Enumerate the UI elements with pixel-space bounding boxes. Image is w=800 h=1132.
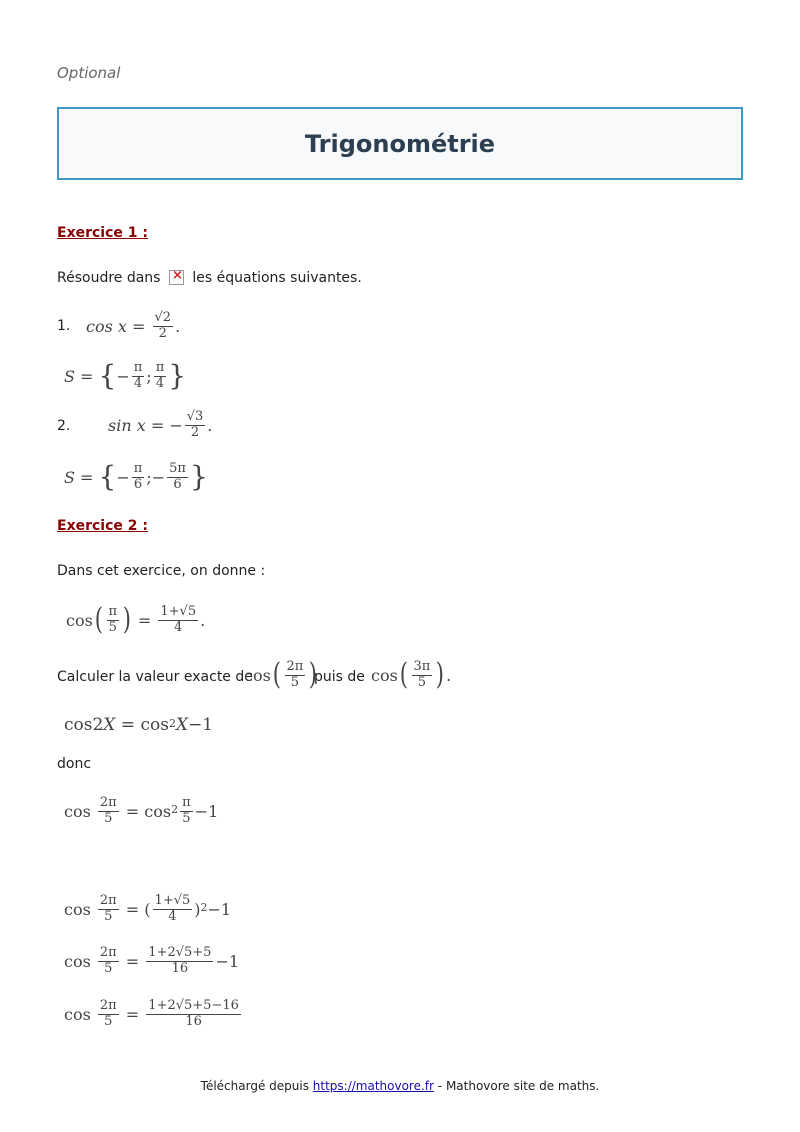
step-4-equation: cos $\frac{2\pi}{5}$ = $\frac{1+2√5+5-16}{16}$: [64, 998, 239, 1029]
equation-sin-x: sin x = − $\frac{√3}{2}$ .: [108, 409, 213, 440]
exercise-2-intro: Dans cet exercice, on donne :: [57, 563, 266, 579]
exercise-2-heading: Exercice 2 :: [57, 518, 148, 534]
question-1-number: 1.: [57, 318, 71, 334]
intro-text-after: les équations suivantes.: [192, 270, 362, 286]
title-box: [57, 107, 743, 180]
solution-set-2: S = { − $\frac{\pi}{6}$ ;− $\frac{5\pi}{6}$ }: [64, 460, 208, 494]
step-2-equation: cos $\frac{2\pi}{5}$ = ( $\frac{1+√5}{4}$ ) 2 −1: [64, 893, 232, 924]
donc-text: donc: [57, 756, 92, 772]
intro-text-before: Résoudre dans: [57, 270, 161, 286]
question-2-number: 2.: [57, 418, 71, 434]
given-cos-pi-5: cos ( $\frac{\pi}{5}$ ) = $\frac{1+√5}{4}$ .: [66, 602, 206, 638]
footer-link[interactable]: https://mathovore.fr: [312, 1079, 434, 1093]
solution-set-1: S = { − $\frac{\pi}{4}$ ; $\frac{\pi}{4}$ }: [64, 359, 187, 393]
exercise-1-heading: Exercice 1 :: [57, 225, 148, 241]
footer-text-before: Téléchargé depuis: [200, 1079, 309, 1093]
optional-label: Optional: [57, 64, 121, 82]
calc-text-middle: puis de: [314, 669, 365, 685]
footer-text-after: - Mathovore site de maths.: [437, 1079, 600, 1093]
identity-cos-2x: cos2 X = cos 2 X −1: [64, 715, 214, 735]
expr-cos-3pi-5: cos ( $\frac{3\pi}{5}$ ) .: [371, 657, 452, 693]
broken-image-icon: [169, 270, 184, 285]
calc-text-before: Calculer la valeur exacte de: [57, 669, 253, 685]
exercise-1-intro: [57, 270, 362, 286]
expr-cos-2pi-5: cos ( $\frac{2\pi}{5}$ ): [244, 657, 318, 693]
footer: [0, 1079, 800, 1093]
calc-text-end: .: [446, 665, 452, 685]
step-3-equation: cos $\frac{2\pi}{5}$ = $\frac{1+2√5+5}{16}$ −1: [64, 945, 240, 976]
equation-cos-x: cos x = $\frac{√2}{2}$ .: [86, 310, 181, 341]
step-1-equation: cos $\frac{2\pi}{5}$ = cos 2 $\frac{\pi}{5}$ −1: [64, 795, 219, 826]
page-title: Trigonométrie: [304, 129, 496, 158]
